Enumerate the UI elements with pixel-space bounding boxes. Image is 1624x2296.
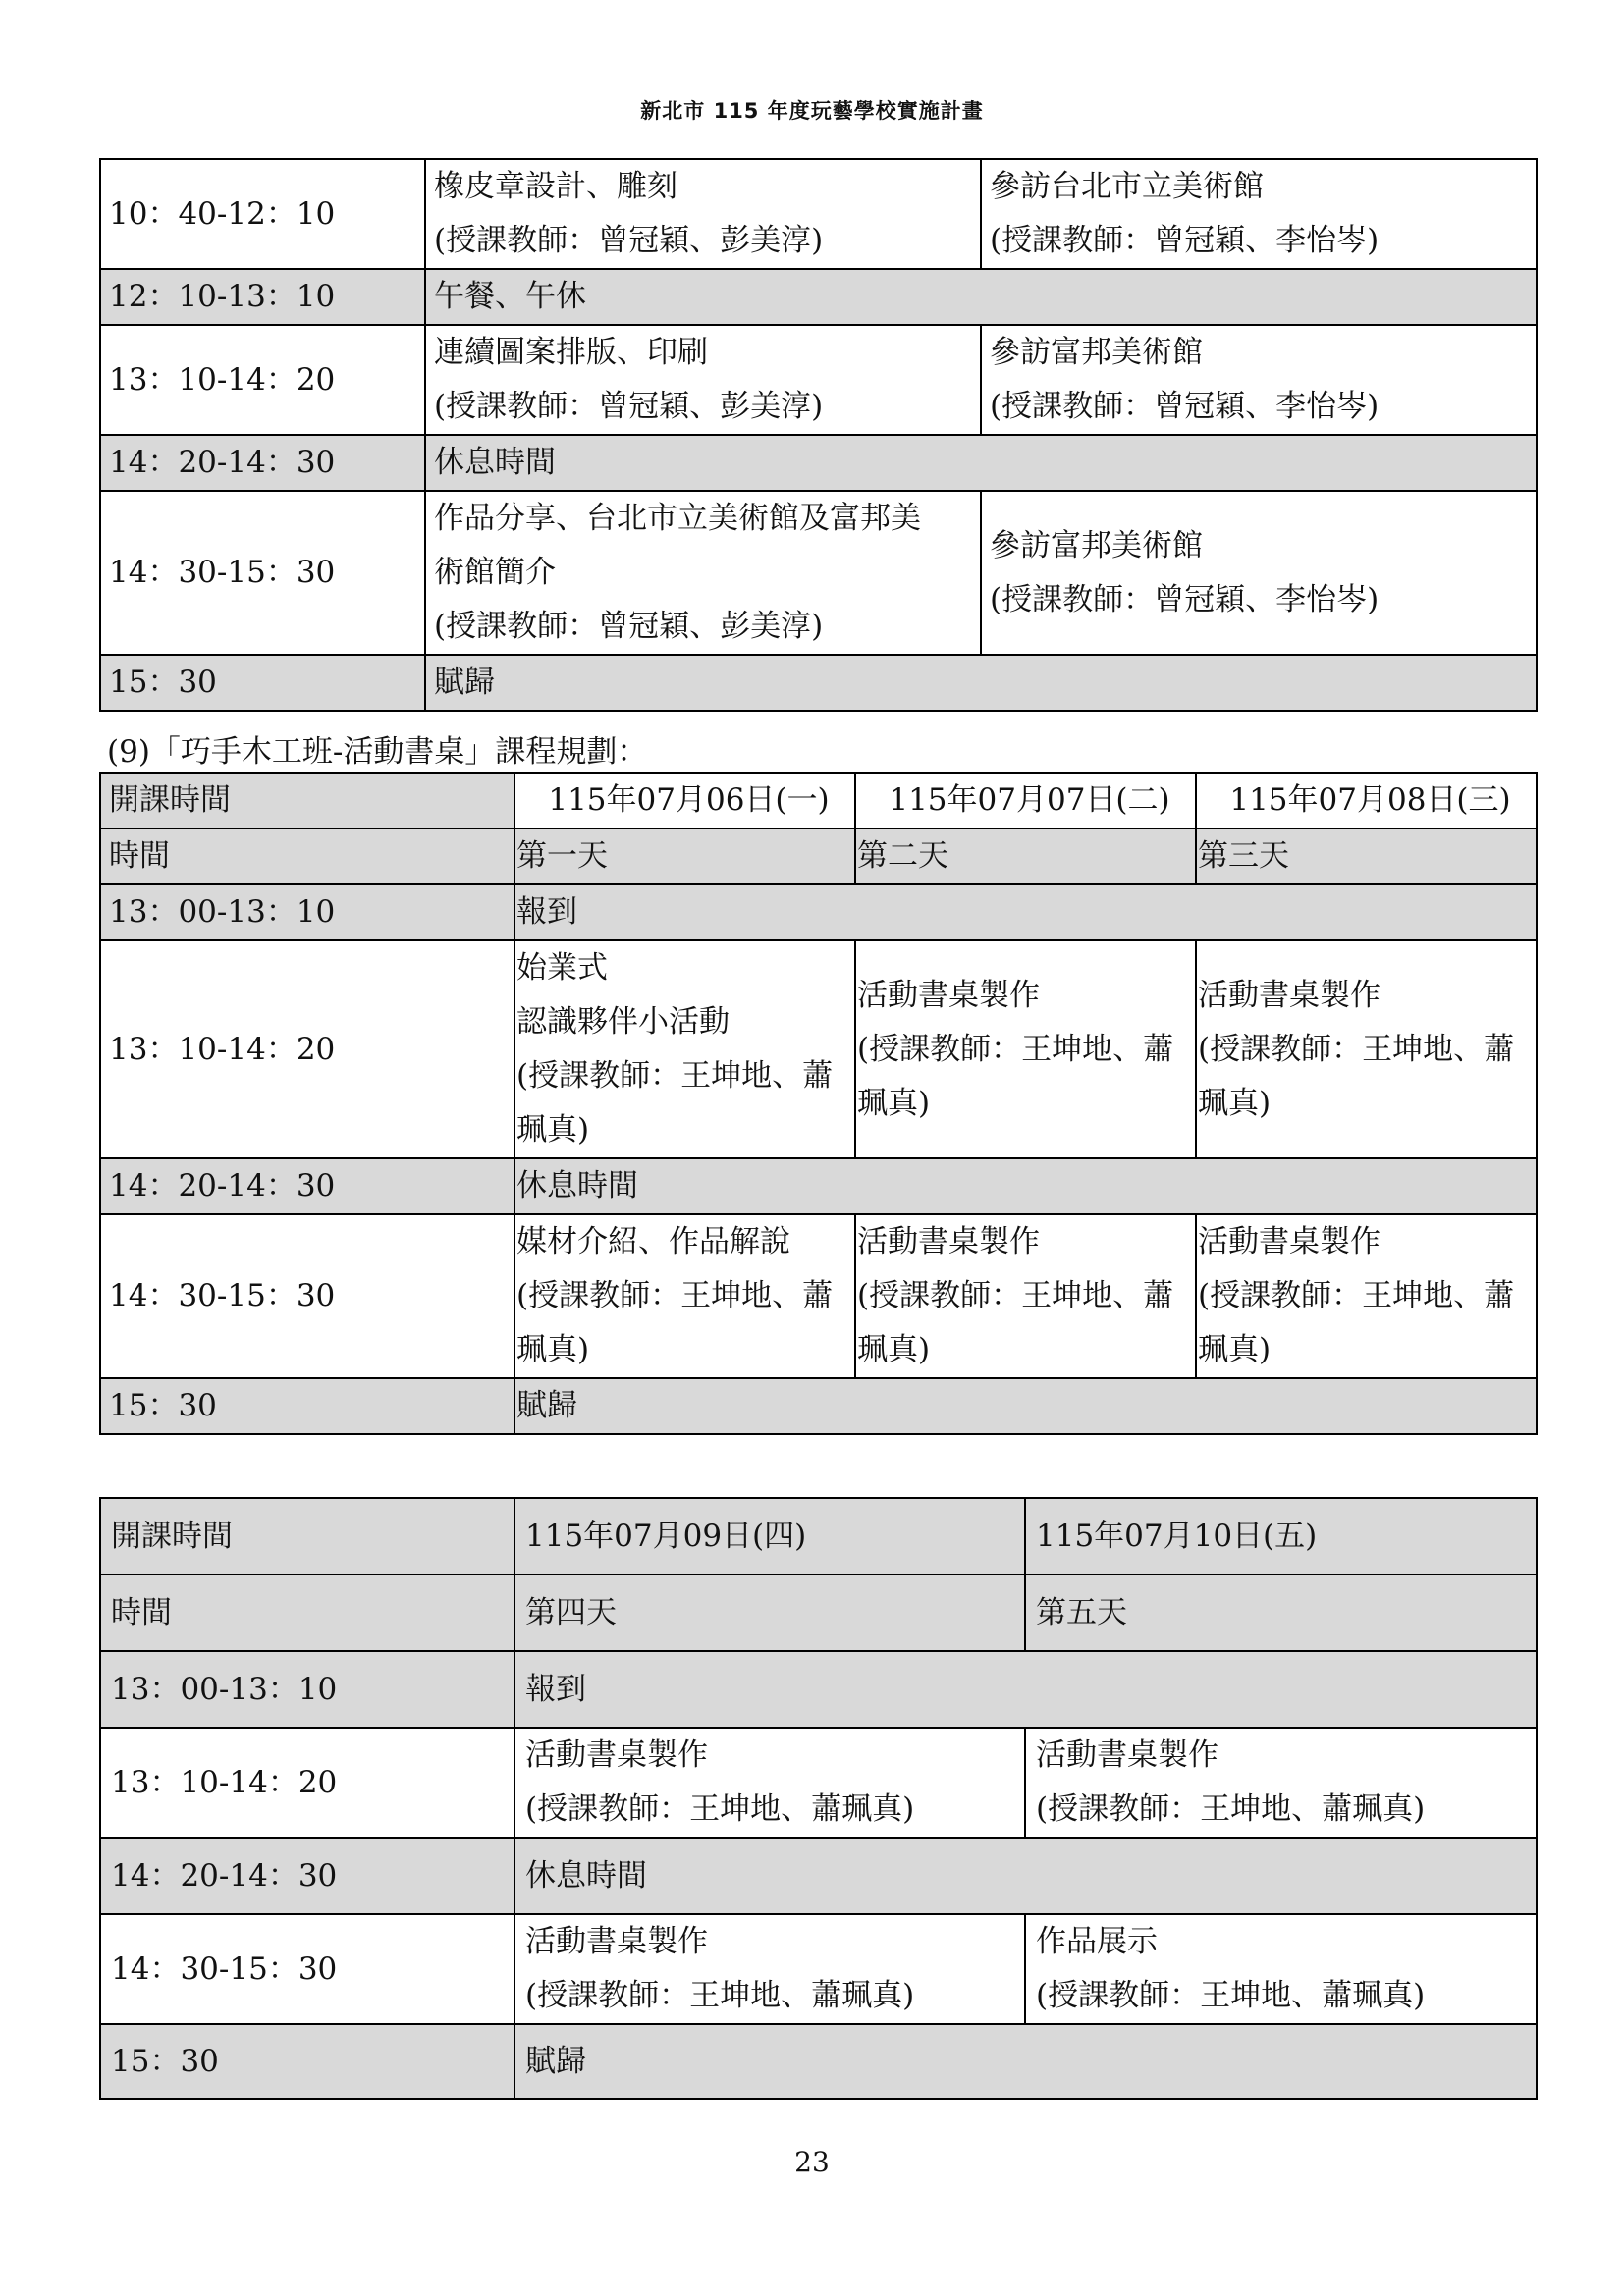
time-cell: 13：00-13：10 [100, 884, 514, 940]
day-cell: 第二天 [855, 828, 1196, 884]
schedule-table-continued [99, 158, 1538, 712]
table-row [100, 1914, 1537, 2024]
span-cell: 午餐、午休 [425, 269, 1537, 325]
time-cell: 14：20-14：30 [100, 1158, 514, 1214]
date-cell: 115年07月08日(三) [1196, 773, 1537, 828]
day-cell: 第五天 [1025, 1575, 1537, 1651]
span-cell: 賦歸 [514, 2024, 1537, 2099]
activity-cell: 媒材介紹、作品解說 (授課教師：王坤地、蕭 珮真) [514, 1214, 855, 1378]
activity-cell: 參訪富邦美術館 (授課教師：曾冠穎、李怡岑) [981, 491, 1537, 655]
table-row [100, 655, 1537, 711]
activity-cell: 活動書桌製作 (授課教師：王坤地、蕭珮真) [514, 1728, 1025, 1838]
activity-cell: 連續圖案排版、印刷 (授課教師：曾冠穎、彭美淳) [425, 325, 981, 435]
span-cell: 報到 [514, 884, 1537, 940]
days-label: 時間 [100, 1575, 514, 1651]
table-row [100, 435, 1537, 491]
time-cell: 13：10-14：20 [100, 325, 425, 435]
span-cell: 休息時間 [514, 1158, 1537, 1214]
day-cell: 第四天 [514, 1575, 1025, 1651]
table-row [100, 828, 1537, 884]
activity-cell: 活動書桌製作 (授課教師：王坤地、蕭 珮真) [1196, 1214, 1537, 1378]
span-cell: 賦歸 [514, 1378, 1537, 1434]
table-row [100, 491, 1537, 655]
day-cell: 第三天 [1196, 828, 1537, 884]
date-cell: 115年07月06日(一) [514, 773, 855, 828]
time-cell: 13：10-14：20 [100, 940, 514, 1158]
time-cell: 12：10-13：10 [100, 269, 425, 325]
section-caption: (9)「巧手木工班-活動書桌」課程規劃： [107, 734, 648, 770]
table-row [100, 1575, 1537, 1651]
woodwork-schedule-table-1 [99, 772, 1538, 1435]
table-row [100, 1728, 1537, 1838]
activity-cell: 作品展示 (授課教師：王坤地、蕭珮真) [1025, 1914, 1537, 2024]
page-number: 23 [794, 2146, 830, 2178]
time-cell: 10：40-12：10 [100, 159, 425, 269]
table-row [100, 1651, 1537, 1728]
span-cell: 報到 [514, 1651, 1537, 1728]
page-header: 新北市 115 年度玩藝學校實施計畫 [640, 99, 984, 123]
woodwork-schedule-table-2 [99, 1497, 1538, 2100]
time-cell: 14：20-14：30 [100, 435, 425, 491]
date-cell: 115年07月09日(四) [514, 1498, 1025, 1575]
dates-label: 開課時間 [100, 773, 514, 828]
table-row [100, 884, 1537, 940]
table-row [100, 1214, 1537, 1378]
table-row [100, 159, 1537, 269]
table-row [100, 1838, 1537, 1914]
date-cell: 115年07月07日(二) [855, 773, 1196, 828]
table-row [100, 325, 1537, 435]
table-row [100, 269, 1537, 325]
time-cell: 13：00-13：10 [100, 1651, 514, 1728]
time-cell: 15：30 [100, 1378, 514, 1434]
time-cell: 13：10-14：20 [100, 1728, 514, 1838]
activity-cell: 參訪富邦美術館 (授課教師：曾冠穎、李怡岑) [981, 325, 1537, 435]
table-row [100, 1498, 1537, 1575]
time-cell: 15：30 [100, 655, 425, 711]
time-cell: 14：30-15：30 [100, 1214, 514, 1378]
time-cell: 15：30 [100, 2024, 514, 2099]
activity-cell: 作品分享、台北市立美術館及富邦美 術館簡介 (授課教師：曾冠穎、彭美淳) [425, 491, 981, 655]
table-row [100, 773, 1537, 828]
time-cell: 14：30-15：30 [100, 491, 425, 655]
activity-cell: 活動書桌製作 (授課教師：王坤地、蕭 珮真) [1196, 940, 1537, 1158]
span-cell: 休息時間 [425, 435, 1537, 491]
table-row [100, 1378, 1537, 1434]
time-cell: 14：20-14：30 [100, 1838, 514, 1914]
date-cell: 115年07月10日(五) [1025, 1498, 1537, 1575]
time-cell: 14：30-15：30 [100, 1914, 514, 2024]
activity-cell: 橡皮章設計、雕刻 (授課教師：曾冠穎、彭美淳) [425, 159, 981, 269]
days-label: 時間 [100, 828, 514, 884]
span-cell: 休息時間 [514, 1838, 1537, 1914]
activity-cell: 活動書桌製作 (授課教師：王坤地、蕭 珮真) [855, 940, 1196, 1158]
activity-cell: 始業式 認識夥伴小活動 (授課教師：王坤地、蕭 珮真) [514, 940, 855, 1158]
day-cell: 第一天 [514, 828, 855, 884]
activity-cell: 參訪台北市立美術館 (授課教師：曾冠穎、李怡岑) [981, 159, 1537, 269]
dates-label: 開課時間 [100, 1498, 514, 1575]
table-row [100, 2024, 1537, 2099]
activity-cell: 活動書桌製作 (授課教師：王坤地、蕭 珮真) [855, 1214, 1196, 1378]
activity-cell: 活動書桌製作 (授課教師：王坤地、蕭珮真) [1025, 1728, 1537, 1838]
table-row [100, 940, 1537, 1158]
table-row [100, 1158, 1537, 1214]
activity-cell: 活動書桌製作 (授課教師：王坤地、蕭珮真) [514, 1914, 1025, 2024]
span-cell: 賦歸 [425, 655, 1537, 711]
